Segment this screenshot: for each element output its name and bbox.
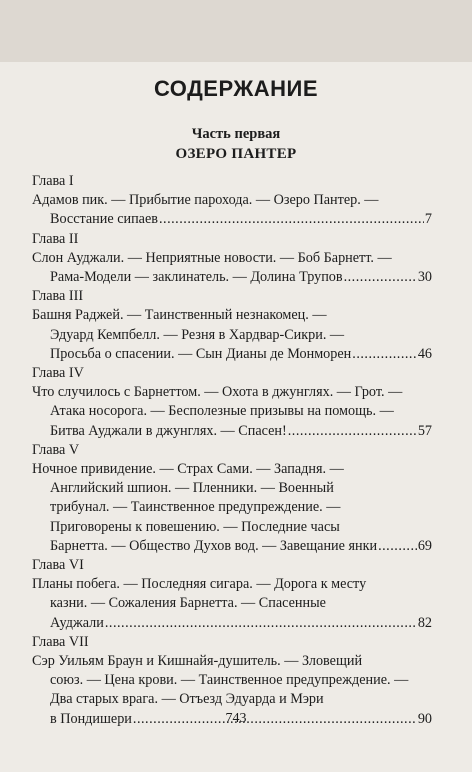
chapter-summary-line: Два старых врага. — Отъезд Эдуарда и Мэри <box>50 691 324 708</box>
chapter-summary-line: Битва Ауджали в джунглях. — Спасен! <box>50 422 287 439</box>
chapter-summary-line: Башня Раджей. — Таинственный незнакомец. — <box>32 307 327 324</box>
chapter-summary-line: Адамов пик. — Прибытие парохода. — Озеро Пантер. — <box>32 192 379 209</box>
chapter-summary-line: Английский шпион. — Пленники. — Военный <box>50 480 334 497</box>
chapter-summary-line: Ауджали <box>50 614 104 631</box>
dot-leader <box>159 210 424 229</box>
chapter-summary-line: в Пондишери <box>50 710 132 727</box>
dot-leader <box>352 345 417 364</box>
chapter-summary-line: казни. — Сожаления Барнетта. — Спасенные <box>50 595 326 612</box>
toc-entry-last-line <box>32 614 432 633</box>
dot-leader <box>344 268 417 287</box>
toc-entry-last-line <box>32 210 432 229</box>
chapter-page-number: 90 <box>417 710 432 727</box>
dot-leader <box>288 422 417 441</box>
chapter-heading: Глава IV <box>32 365 84 382</box>
chapter-summary-line: Приговорены к повешению. — Последние часы <box>50 518 340 535</box>
chapter-summary-line: Планы побега. — Последняя сигара. — Дорога к месту <box>32 576 367 593</box>
chapter-page-number: 46 <box>417 345 432 362</box>
chapter-summary-line: Эдуард Кемпбелл. — Резня в Хардвар-Сикри. — <box>50 326 345 343</box>
chapter-summary-line: Что случилось с Барнеттом. — Охота в джунглях. — Грот. — <box>32 384 403 401</box>
table-of-contents <box>32 172 432 729</box>
dot-leader <box>105 614 417 633</box>
chapter-summary-line: Рама-Модели — заклинатель. — Долина Трупов <box>50 269 343 286</box>
book-title: ОЗЕРО ПАНТЕР <box>175 146 297 162</box>
chapter-summary-line: Барнетта. — Общество Духов вод. — Завещание янки <box>50 537 378 554</box>
toc-entry-last-line <box>32 268 432 287</box>
chapter-summary-line: Восстание сипаев <box>50 211 158 228</box>
chapter-page-number: 7 <box>424 211 432 228</box>
chapter-heading: Глава VII <box>32 633 89 650</box>
chapter-summary-line: Просьба о спасении. — Сын Дианы де Монморен <box>50 345 352 362</box>
bleed-through-header <box>0 0 472 62</box>
toc-entry-last-line <box>32 422 432 441</box>
toc-entry-last-line <box>32 537 432 556</box>
chapter-summary-line: Атака носорога. — Бесполезные призывы на помощь. — <box>50 403 394 420</box>
dot-leader <box>378 537 417 556</box>
chapter-summary-line: Ночное привидение. — Страх Сами. — Западня. — <box>32 461 344 478</box>
chapter-summary-line: союз. — Цена крови. — Таинственное предупреждение. — <box>50 672 409 689</box>
chapter-summary-line: Слон Ауджали. — Неприятные новости. — Боб Барнетт. — <box>32 249 392 266</box>
chapter-page-number: 57 <box>417 422 432 439</box>
part-heading: Часть первая <box>191 126 281 142</box>
chapter-heading: Глава VI <box>32 557 84 574</box>
chapter-heading: Глава III <box>32 288 84 305</box>
chapter-summary-line: Сэр Уильям Браун и Кишнайя-душитель. — Зловещий <box>32 653 363 670</box>
toc-entry-last-line <box>32 345 432 364</box>
chapter-page-number: 82 <box>417 614 432 631</box>
chapter-page-number: 69 <box>417 537 432 554</box>
chapter-heading: Глава I <box>32 173 74 189</box>
chapter-heading: Глава V <box>32 441 80 458</box>
page-number: 743 <box>225 711 247 726</box>
chapter-heading: Глава II <box>32 230 79 247</box>
chapter-page-number: 30 <box>417 269 432 286</box>
toc-title: СОДЕРЖАНИЕ <box>153 76 319 101</box>
chapter-summary-line: трибунал. — Таинственное предупреждение. — <box>50 499 341 516</box>
